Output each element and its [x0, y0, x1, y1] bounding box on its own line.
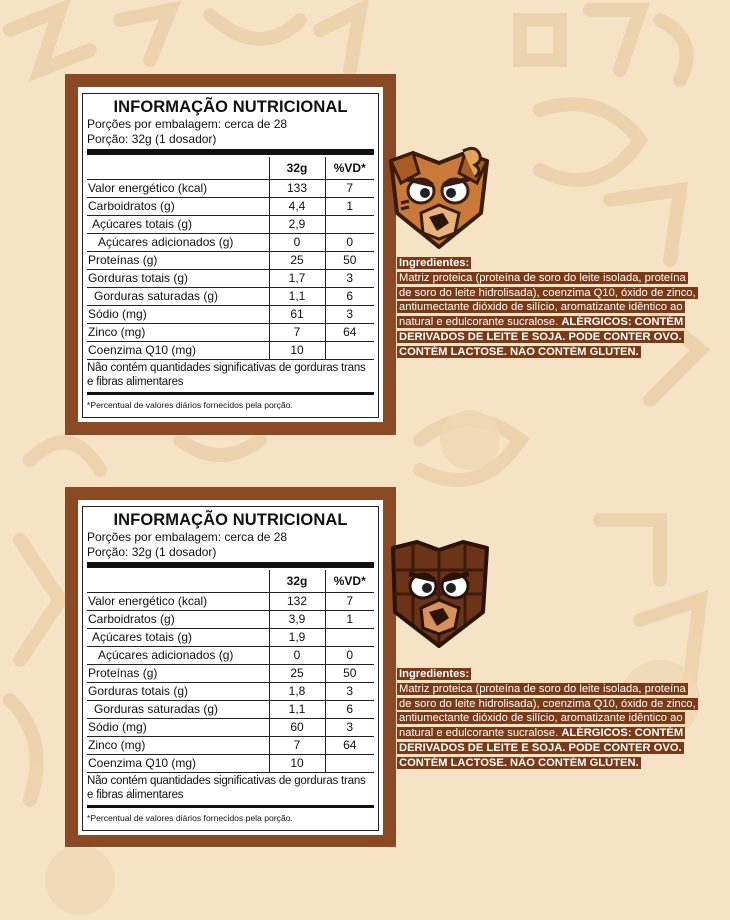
col-amount-header: 32g [269, 570, 325, 592]
table-row: Sódio (mg) 61 3 [87, 305, 374, 323]
ingredients-block-2 [397, 667, 697, 771]
footnote: *Percentual de valores diários fornecidos pela porção. [87, 399, 293, 410]
nutrition-label-frame [82, 506, 379, 831]
bear-mascot-icon [383, 143, 495, 255]
ingredients-heading: Ingredientes: [399, 668, 470, 680]
thick-rule [87, 149, 374, 155]
label-title: INFORMAÇÃO NUTRICIONAL [113, 511, 348, 529]
table-row: Zinco (mg) 7 64 [87, 323, 374, 341]
nutrition-table [87, 570, 374, 773]
servings-per-package: Porções por embalagem: cerca de 28 [87, 530, 288, 544]
nutrition-panel-2 [65, 487, 396, 847]
nutrition-label-2 [78, 500, 383, 835]
table-row: Coenzima Q10 (mg) 10 [87, 754, 374, 772]
label-title: INFORMAÇÃO NUTRICIONAL [113, 98, 348, 116]
table-row: Zinco (mg) 7 64 [87, 736, 374, 754]
trans-fat-note: Não contém quantidades significativas de gorduras trans e fibras alimentares [87, 774, 366, 801]
col-dv-header: %VD* [325, 570, 374, 592]
table-row: Sódio (mg) 60 3 [87, 718, 374, 736]
footnote: *Percentual de valores diários fornecidos pela porção. [87, 812, 293, 823]
allergens-text: ALÉRGICOS: CONTÉM DERIVADOS DE LEITE E SOJA. PODE CONTER OVO. CONTÉM LACTOSE. NÃO CONTÉM GLÚTEN. [399, 727, 684, 769]
table-row: Gorduras saturadas (g) 1,1 6 [87, 287, 374, 305]
nutrition-table [87, 157, 374, 360]
chocolate-bear-mascot-icon [383, 534, 495, 654]
ingredients-text: Matriz proteica (proteína de soro do leite isolada, proteína de soro do leite hidrolisada), coenzima Q10, óxido de zinco, antiumectante dióxido de silício, aromatizante idêntico ao natural e edulcorante sucralose. [399, 682, 696, 740]
table-row: Coenzima Q10 (mg) 10 [87, 341, 374, 359]
nutrition-label-frame [82, 93, 379, 418]
allergens-text: ALÉRGICOS: CONTÉM DERIVADOS DE LEITE E SOJA. PODE CONTER OVO. CONTÉM LACTOSE. NÃO CONTÉM GLÚTEN. [399, 316, 684, 358]
ingredients-heading: Ingredientes: [399, 257, 470, 269]
col-amount-header: 32g [269, 157, 325, 179]
table-row: Açúcares adicionados (g) 0 0 [87, 233, 374, 251]
serving-size: Porção: 32g (1 dosador) [87, 545, 217, 559]
table-row: Açúcares adicionados (g) 0 0 [87, 646, 374, 664]
table-row: Açúcares totais (g) 1,9 [87, 628, 374, 646]
col-dv-header: %VD* [325, 157, 374, 179]
nutrition-panel-1 [65, 74, 396, 435]
table-header-row [87, 157, 374, 179]
servings-per-package: Porções por embalagem: cerca de 28 [87, 117, 288, 131]
trans-fat-note: Não contém quantidades significativas de gorduras trans e fibras alimentares [87, 361, 366, 388]
table-row: Carboidratos (g) 3,9 1 [87, 610, 374, 628]
ingredients-text: Matriz proteica (proteína de soro do leite isolada, proteína de soro do leite hidrolisada), coenzima Q10, óxido de zinco, antiumectante dióxido de silício, aromatizante idêntico ao natural e edulcorante sucralose. [399, 271, 696, 329]
ingredients-block-1 [397, 256, 697, 360]
table-row: Açúcares totais (g) 2,9 [87, 215, 374, 233]
table-row: Valor energético (kcal) 132 7 [87, 592, 374, 610]
table-row: Gorduras saturadas (g) 1,1 6 [87, 700, 374, 718]
table-row: Gorduras totais (g) 1,8 3 [87, 682, 374, 700]
table-row: Proteínas (g) 25 50 [87, 251, 374, 269]
thick-rule [87, 562, 374, 568]
nutrition-label-1 [78, 87, 383, 422]
table-header-row [87, 570, 374, 592]
table-row: Valor energético (kcal) 133 7 [87, 179, 374, 197]
table-row: Gorduras totais (g) 1,7 3 [87, 269, 374, 287]
table-row: Proteínas (g) 25 50 [87, 664, 374, 682]
table-row: Carboidratos (g) 4,4 1 [87, 197, 374, 215]
serving-size: Porção: 32g (1 dosador) [87, 132, 217, 146]
